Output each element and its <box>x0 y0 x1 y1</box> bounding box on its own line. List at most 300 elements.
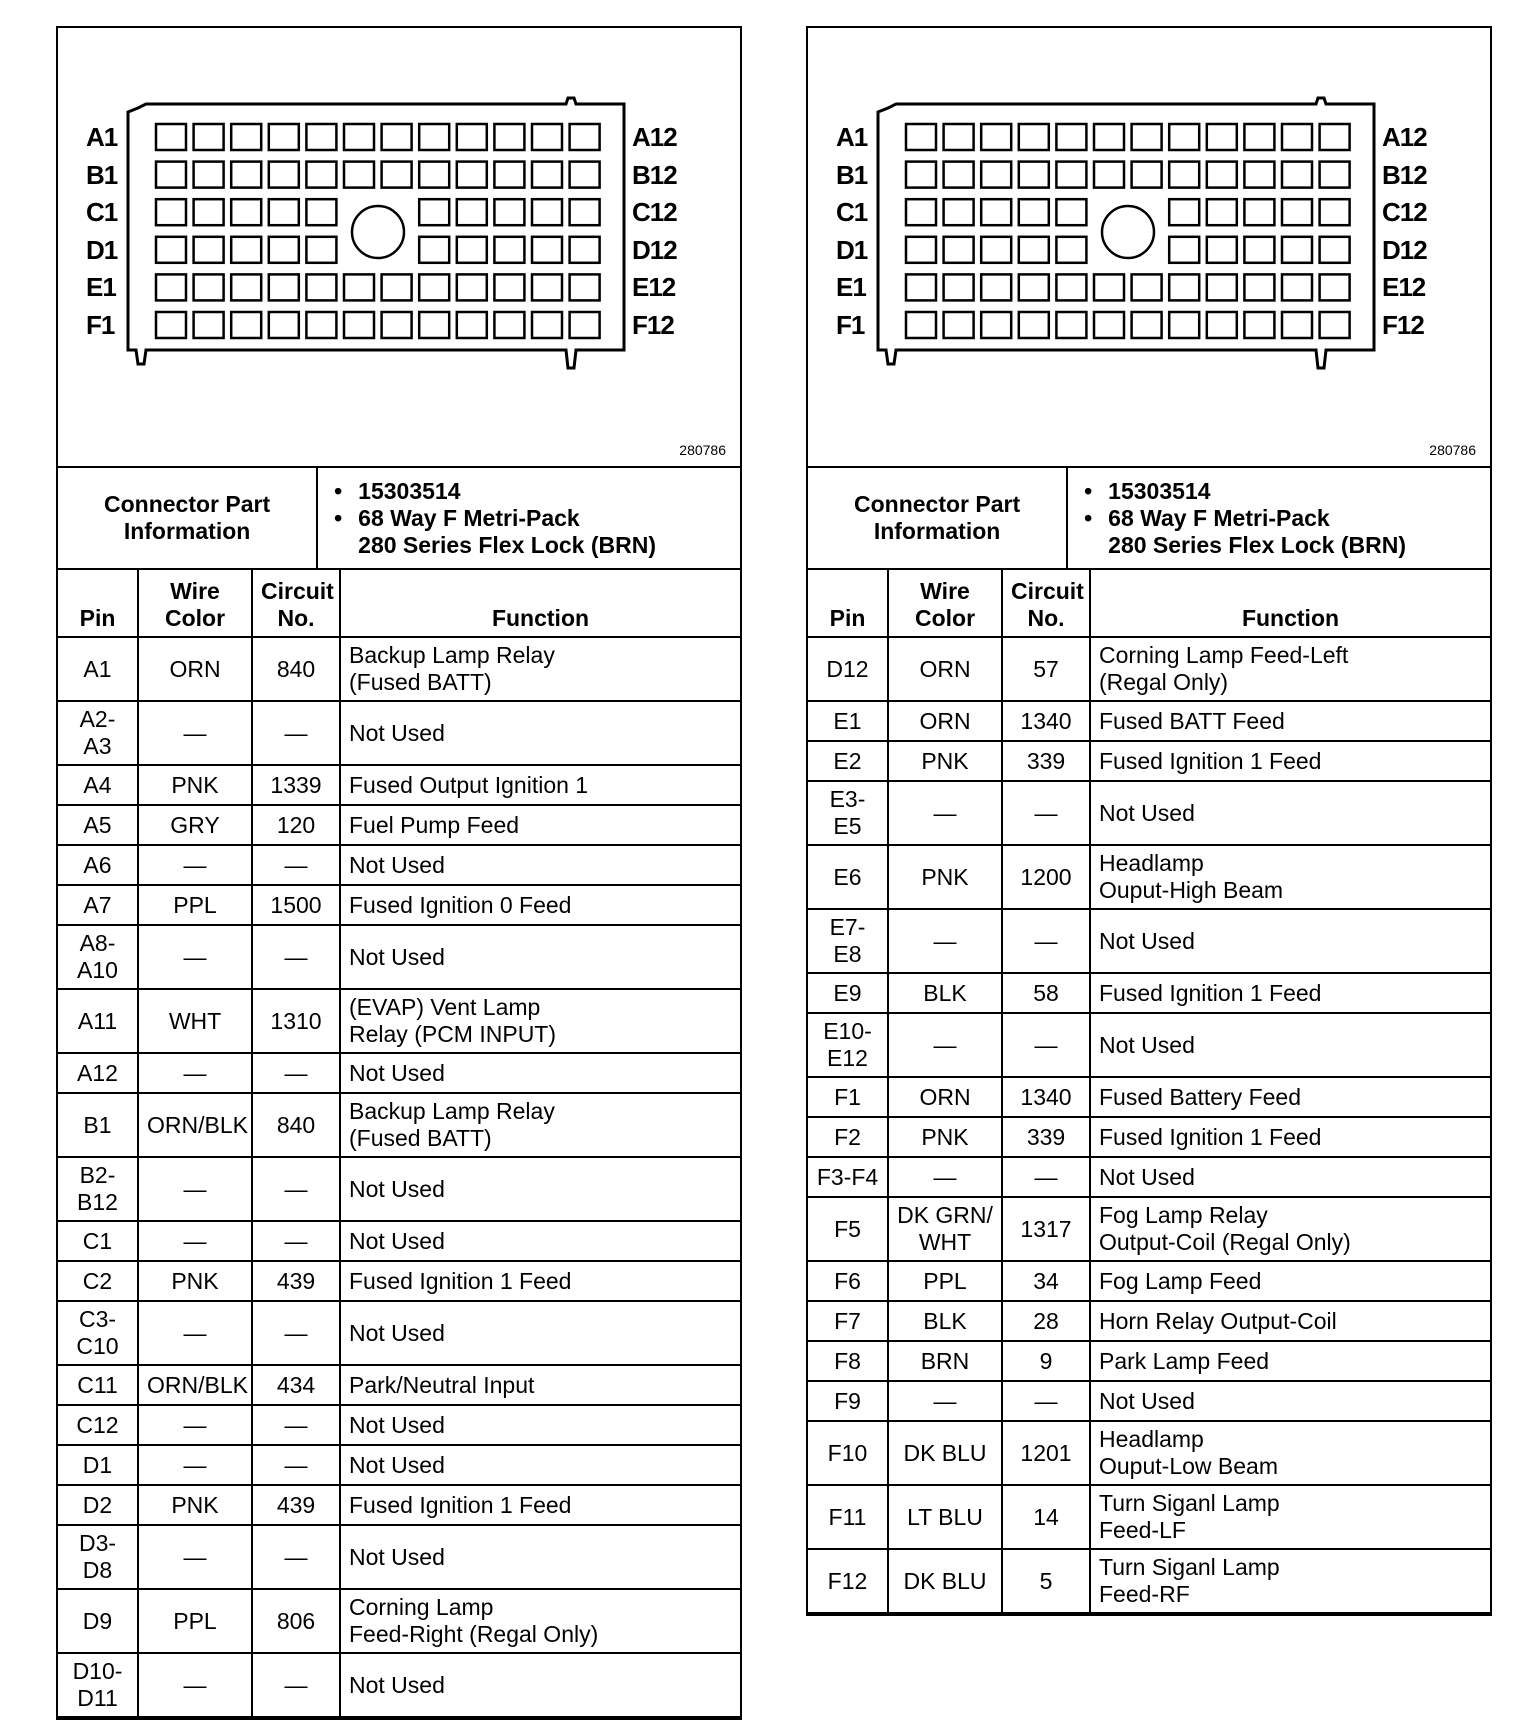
header-function: Function <box>340 570 740 637</box>
function-cell: Fused Ignition 1 Feed <box>340 1485 740 1525</box>
pin-cell: F8 <box>808 1341 888 1381</box>
wire-color-cell: BRN <box>888 1341 1002 1381</box>
circuit-cell: — <box>252 701 340 765</box>
pin-cavity <box>944 199 974 225</box>
pin-cell: C1 <box>58 1221 138 1261</box>
pin-cell: A7 <box>58 885 138 925</box>
circuit-cell: — <box>252 1653 340 1717</box>
pin-cavity <box>269 274 299 300</box>
pin-cavity <box>457 199 487 225</box>
row-label-right: B12 <box>1382 159 1427 190</box>
circuit-cell: — <box>252 1221 340 1261</box>
circuit-cell: 1339 <box>252 765 340 805</box>
pin-cavity <box>944 312 974 338</box>
circuit-cell: — <box>252 845 340 885</box>
table-row <box>58 1261 740 1301</box>
function-cell: Fused Ignition 0 Feed <box>340 885 740 925</box>
circuit-cell: 1201 <box>1002 1421 1090 1485</box>
circuit-cell: — <box>252 1053 340 1093</box>
connector-info-table <box>808 468 1490 570</box>
wire-color-cell: PPL <box>138 1589 252 1653</box>
pin-table-left <box>58 570 740 1718</box>
function-cell: Not Used <box>1090 1157 1490 1197</box>
row-label-right: A12 <box>1382 122 1427 152</box>
center-hole <box>1102 206 1154 258</box>
function-cell: Fused Battery Feed <box>1090 1077 1490 1117</box>
pin-cavity <box>1132 124 1162 150</box>
wire-color-cell: — <box>138 1157 252 1221</box>
pin-cavity <box>419 162 449 188</box>
wire-color-cell: LT BLU <box>888 1485 1002 1549</box>
pin-cavity <box>231 312 261 338</box>
pin-cavity <box>1169 312 1199 338</box>
pin-cavity <box>156 124 186 150</box>
wire-color-cell: — <box>138 701 252 765</box>
wire-color-cell: — <box>138 1221 252 1261</box>
function-cell: Corning Lamp Feed-Right (Regal Only) <box>340 1589 740 1653</box>
center-hole <box>352 206 404 258</box>
pin-cell: C11 <box>58 1365 138 1405</box>
pin-cell: A1 <box>58 637 138 701</box>
table-row <box>808 1117 1490 1157</box>
connector-description-line2: 280 Series Flex Lock (BRN) <box>1108 531 1406 558</box>
pin-cavity <box>981 124 1011 150</box>
pin-cell: F2 <box>808 1117 888 1157</box>
table-row <box>808 781 1490 845</box>
pin-cavity <box>1019 199 1049 225</box>
pin-cavity <box>1320 237 1350 263</box>
table-row <box>808 1157 1490 1197</box>
pin-cell: D2 <box>58 1485 138 1525</box>
table-row <box>808 1549 1490 1613</box>
connector-diagram <box>808 28 1490 468</box>
wire-color-cell: ORN/BLK <box>138 1093 252 1157</box>
pin-cavity <box>1169 274 1199 300</box>
pin-cell: F3-F4 <box>808 1157 888 1197</box>
row-label-right: D12 <box>632 234 677 265</box>
pin-cell: D12 <box>808 637 888 701</box>
table-row <box>58 701 740 765</box>
pin-cell: E9 <box>808 973 888 1013</box>
pin-cavity <box>156 199 186 225</box>
connector-diagram <box>58 28 740 468</box>
pin-cavity <box>231 274 261 300</box>
table-row <box>808 1341 1490 1381</box>
pin-cavity <box>344 162 374 188</box>
row-label-right: C12 <box>632 197 677 228</box>
header-pin: Pin <box>58 570 138 637</box>
function-cell: (EVAP) Vent Lamp Relay (PCM INPUT) <box>340 989 740 1053</box>
connector-description: 68 Way F Metri-Pack <box>358 504 580 531</box>
pin-cell: F6 <box>808 1261 888 1301</box>
pin-cavity <box>194 274 224 300</box>
pin-cell: C2 <box>58 1261 138 1301</box>
pin-cavity <box>1056 124 1086 150</box>
circuit-cell: 120 <box>252 805 340 845</box>
pin-cavity <box>1282 312 1312 338</box>
function-cell: Fused BATT Feed <box>1090 701 1490 741</box>
table-row <box>58 637 740 701</box>
pin-cell: A4 <box>58 765 138 805</box>
pin-cell: D10-D11 <box>58 1653 138 1717</box>
function-cell: Not Used <box>340 1301 740 1365</box>
function-cell: Fused Output Ignition 1 <box>340 765 740 805</box>
table-row <box>808 1077 1490 1117</box>
pin-cavity <box>1169 162 1199 188</box>
pin-cavity <box>156 274 186 300</box>
pin-cavity <box>1056 162 1086 188</box>
circuit-cell: — <box>252 1525 340 1589</box>
pin-cavity <box>382 312 412 338</box>
table-row <box>58 1525 740 1589</box>
pin-cavity <box>1169 124 1199 150</box>
pin-cavity <box>532 162 562 188</box>
pin-cavity <box>981 274 1011 300</box>
pin-cavity <box>1056 199 1086 225</box>
pin-cell: E7-E8 <box>808 909 888 973</box>
row-label-left: E1 <box>836 272 866 303</box>
pin-cavity <box>494 124 524 150</box>
pin-cavity <box>306 237 336 263</box>
row-label-left: A1 <box>836 122 868 152</box>
wire-color-cell: — <box>888 1157 1002 1197</box>
circuit-cell: — <box>252 1405 340 1445</box>
function-cell: Backup Lamp Relay (Fused BATT) <box>340 637 740 701</box>
pin-cavity <box>494 274 524 300</box>
pin-cell: A12 <box>58 1053 138 1093</box>
circuit-cell: 339 <box>1002 1117 1090 1157</box>
pin-cavity <box>532 274 562 300</box>
pin-cavity <box>1282 199 1312 225</box>
pin-cavity <box>457 274 487 300</box>
function-cell: Not Used <box>340 925 740 989</box>
circuit-cell: 58 <box>1002 973 1090 1013</box>
pin-cavity <box>306 199 336 225</box>
pin-cavity <box>1244 274 1274 300</box>
pin-cavity <box>1320 124 1350 150</box>
pin-cavity <box>269 162 299 188</box>
header-wire-color: Wire Color <box>888 570 1002 637</box>
table-row <box>808 909 1490 973</box>
table-row <box>808 637 1490 701</box>
table-row <box>58 1157 740 1221</box>
wire-color-cell: — <box>138 1053 252 1093</box>
pin-cavity <box>194 124 224 150</box>
pin-cell: B2-B12 <box>58 1157 138 1221</box>
pin-cavity <box>1282 162 1312 188</box>
pin-cell: B1 <box>58 1093 138 1157</box>
pin-cavity <box>419 274 449 300</box>
wire-color-cell: ORN <box>888 1077 1002 1117</box>
wire-color-cell: PNK <box>138 1261 252 1301</box>
connector-info-table <box>58 468 740 570</box>
pin-cell: E1 <box>808 701 888 741</box>
wire-color-cell: — <box>888 781 1002 845</box>
pin-cavity <box>269 237 299 263</box>
pin-cavity <box>906 274 936 300</box>
wire-color-cell: DK GRN/ WHT <box>888 1197 1002 1261</box>
pin-cell: E3-E5 <box>808 781 888 845</box>
wire-color-cell: — <box>138 1653 252 1717</box>
pin-cavity <box>494 237 524 263</box>
row-label-left: B1 <box>86 159 118 190</box>
pin-cavity <box>944 274 974 300</box>
pin-cavity <box>231 199 261 225</box>
pin-cavity <box>1132 162 1162 188</box>
table-row <box>808 1261 1490 1301</box>
wire-color-cell: — <box>138 1405 252 1445</box>
pin-cavity <box>906 237 936 263</box>
pin-cavity <box>382 274 412 300</box>
table-row <box>58 1221 740 1261</box>
function-cell: Not Used <box>340 1053 740 1093</box>
table-row <box>58 1653 740 1717</box>
table-row <box>58 1365 740 1405</box>
table-row <box>808 845 1490 909</box>
circuit-cell: — <box>1002 909 1090 973</box>
pin-cavity <box>944 124 974 150</box>
pin-table-right <box>808 570 1490 1614</box>
pin-cavity <box>231 124 261 150</box>
pin-cavity <box>382 162 412 188</box>
pin-cavity <box>1320 312 1350 338</box>
circuit-cell: 439 <box>252 1261 340 1301</box>
row-label-right: E12 <box>1382 272 1426 303</box>
pin-cavity <box>570 312 600 338</box>
pin-cavity <box>1019 162 1049 188</box>
circuit-cell: — <box>252 1157 340 1221</box>
circuit-cell: 840 <box>252 637 340 701</box>
row-label-left: A1 <box>86 122 118 152</box>
pin-cavity <box>419 237 449 263</box>
pin-cavity <box>532 124 562 150</box>
pin-cavity <box>1207 237 1237 263</box>
pin-cell: A8-A10 <box>58 925 138 989</box>
header-circuit: Circuit No. <box>1002 570 1090 637</box>
wire-color-cell: — <box>138 1445 252 1485</box>
function-cell: Fused Ignition 1 Feed <box>1090 741 1490 781</box>
table-row <box>808 1301 1490 1341</box>
wire-color-cell: — <box>138 1525 252 1589</box>
wire-color-cell: ORN <box>888 701 1002 741</box>
pin-cavity <box>1320 199 1350 225</box>
pin-cavity <box>1207 124 1237 150</box>
header-wire-color: Wire Color <box>138 570 252 637</box>
row-label-right: D12 <box>1382 234 1427 265</box>
pin-cell: F7 <box>808 1301 888 1341</box>
pin-cavity <box>1282 237 1312 263</box>
pin-cell: F11 <box>808 1485 888 1549</box>
pin-cavity <box>1019 124 1049 150</box>
pin-cavity <box>156 237 186 263</box>
pin-cavity <box>1207 274 1237 300</box>
pin-cell: C12 <box>58 1405 138 1445</box>
connector-part-info-label: Connector Part Information <box>58 468 317 569</box>
pin-cavity <box>570 274 600 300</box>
circuit-cell: 1340 <box>1002 701 1090 741</box>
pin-cavity <box>1169 199 1199 225</box>
wire-color-cell: PNK <box>888 845 1002 909</box>
wire-color-cell: PPL <box>888 1261 1002 1301</box>
pin-cavity <box>906 124 936 150</box>
connector-panel-right <box>806 26 1492 1616</box>
pin-cavity <box>231 237 261 263</box>
row-label-right: A12 <box>632 122 677 152</box>
function-cell: Not Used <box>1090 1013 1490 1077</box>
pin-cavity <box>1320 162 1350 188</box>
circuit-cell: 806 <box>252 1589 340 1653</box>
row-label-left: F1 <box>836 310 865 340</box>
pin-cavity <box>419 199 449 225</box>
figure-number: 280786 <box>1429 442 1476 458</box>
pin-cell: F5 <box>808 1197 888 1261</box>
pin-cavity <box>1244 124 1274 150</box>
function-cell: Headlamp Ouput-High Beam <box>1090 845 1490 909</box>
table-row <box>58 925 740 989</box>
pin-cavity <box>1207 199 1237 225</box>
function-cell: Not Used <box>340 1157 740 1221</box>
table-row <box>58 1301 740 1365</box>
pin-cavity <box>944 237 974 263</box>
pin-cavity <box>419 312 449 338</box>
connector-housing-outline <box>128 98 624 368</box>
pin-cavity <box>1019 237 1049 263</box>
circuit-cell: 434 <box>252 1365 340 1405</box>
row-label-left: E1 <box>86 272 116 303</box>
table-row <box>808 741 1490 781</box>
table-row <box>808 1013 1490 1077</box>
wire-color-cell: — <box>888 1013 1002 1077</box>
table-row <box>58 989 740 1053</box>
table-row <box>808 701 1490 741</box>
wire-color-cell: — <box>138 925 252 989</box>
part-number: 15303514 <box>1108 477 1211 504</box>
pin-cavity <box>1244 162 1274 188</box>
header-function: Function <box>1090 570 1490 637</box>
pin-cavity <box>981 162 1011 188</box>
pin-cavity <box>1056 237 1086 263</box>
pin-cavity <box>1169 237 1199 263</box>
table-row <box>58 1445 740 1485</box>
circuit-cell: — <box>252 1301 340 1365</box>
function-cell: Not Used <box>340 1221 740 1261</box>
circuit-cell: 28 <box>1002 1301 1090 1341</box>
wire-color-cell: PNK <box>888 1117 1002 1157</box>
function-cell: Not Used <box>340 845 740 885</box>
pin-cavity <box>1094 124 1124 150</box>
pin-cell: F12 <box>808 1549 888 1613</box>
pin-cavity <box>494 199 524 225</box>
function-cell: Not Used <box>1090 781 1490 845</box>
circuit-cell: 9 <box>1002 1341 1090 1381</box>
connector-part-info-label: Connector Part Information <box>808 468 1067 569</box>
pin-cavity <box>906 162 936 188</box>
function-cell: Fog Lamp Relay Output-Coil (Regal Only) <box>1090 1197 1490 1261</box>
pin-cavity <box>1056 312 1086 338</box>
pin-cavity <box>1207 162 1237 188</box>
pin-cavity <box>570 199 600 225</box>
pin-cavity <box>156 162 186 188</box>
connector-housing-outline <box>878 98 1374 368</box>
wire-color-cell: PNK <box>888 741 1002 781</box>
wire-color-cell: PPL <box>138 885 252 925</box>
connector-description: 68 Way F Metri-Pack <box>1108 504 1330 531</box>
pin-cavity <box>269 199 299 225</box>
row-label-left: C1 <box>836 197 868 228</box>
circuit-cell: 439 <box>252 1485 340 1525</box>
pin-cavity <box>457 162 487 188</box>
pin-cavity <box>382 124 412 150</box>
pin-cavity <box>231 162 261 188</box>
wire-color-cell: — <box>888 1381 1002 1421</box>
pin-cell: A2-A3 <box>58 701 138 765</box>
pin-cavity <box>1019 274 1049 300</box>
pin-cavity <box>194 312 224 338</box>
function-cell: Fog Lamp Feed <box>1090 1261 1490 1301</box>
function-cell: Fused Ignition 1 Feed <box>1090 973 1490 1013</box>
table-row <box>58 885 740 925</box>
function-cell: Not Used <box>340 1445 740 1485</box>
pin-cavity <box>457 312 487 338</box>
pin-cavity <box>269 124 299 150</box>
circuit-cell: — <box>1002 1157 1090 1197</box>
row-label-left: D1 <box>86 234 118 265</box>
pin-cavity <box>494 162 524 188</box>
function-cell: Not Used <box>1090 1381 1490 1421</box>
pin-cavity <box>457 237 487 263</box>
pin-cavity <box>1244 199 1274 225</box>
pin-cavity <box>1132 312 1162 338</box>
function-cell: Not Used <box>340 1525 740 1589</box>
pin-cavity <box>981 199 1011 225</box>
pin-cavity <box>532 237 562 263</box>
wire-color-cell: WHT <box>138 989 252 1053</box>
pin-cell: D3-D8 <box>58 1525 138 1589</box>
table-row <box>58 1053 740 1093</box>
pin-cavity <box>1282 124 1312 150</box>
pin-cavity <box>1094 162 1124 188</box>
pin-cavity <box>1056 274 1086 300</box>
wire-color-cell: — <box>138 845 252 885</box>
table-row <box>808 1485 1490 1549</box>
pin-cavity <box>532 312 562 338</box>
pin-cavity <box>156 312 186 338</box>
pin-cavity <box>306 312 336 338</box>
circuit-cell: 339 <box>1002 741 1090 781</box>
wire-color-cell: BLK <box>888 973 1002 1013</box>
pin-cavity <box>1207 312 1237 338</box>
table-row <box>58 1589 740 1653</box>
row-label-right: C12 <box>1382 197 1427 228</box>
header-circuit: Circuit No. <box>252 570 340 637</box>
pin-cell: A5 <box>58 805 138 845</box>
table-row <box>808 1197 1490 1261</box>
function-cell: Not Used <box>340 701 740 765</box>
table-row <box>58 805 740 845</box>
pin-cell: F10 <box>808 1421 888 1485</box>
pin-cavity <box>1094 274 1124 300</box>
pin-cavity <box>1132 274 1162 300</box>
table-row <box>58 765 740 805</box>
connector-description-line2: 280 Series Flex Lock (BRN) <box>358 531 656 558</box>
pin-cavity <box>1094 312 1124 338</box>
function-cell: Fused Ignition 1 Feed <box>1090 1117 1490 1157</box>
circuit-cell: 840 <box>252 1093 340 1157</box>
wire-color-cell: GRY <box>138 805 252 845</box>
function-cell: Not Used <box>340 1405 740 1445</box>
table-row <box>58 1485 740 1525</box>
table-row <box>808 973 1490 1013</box>
